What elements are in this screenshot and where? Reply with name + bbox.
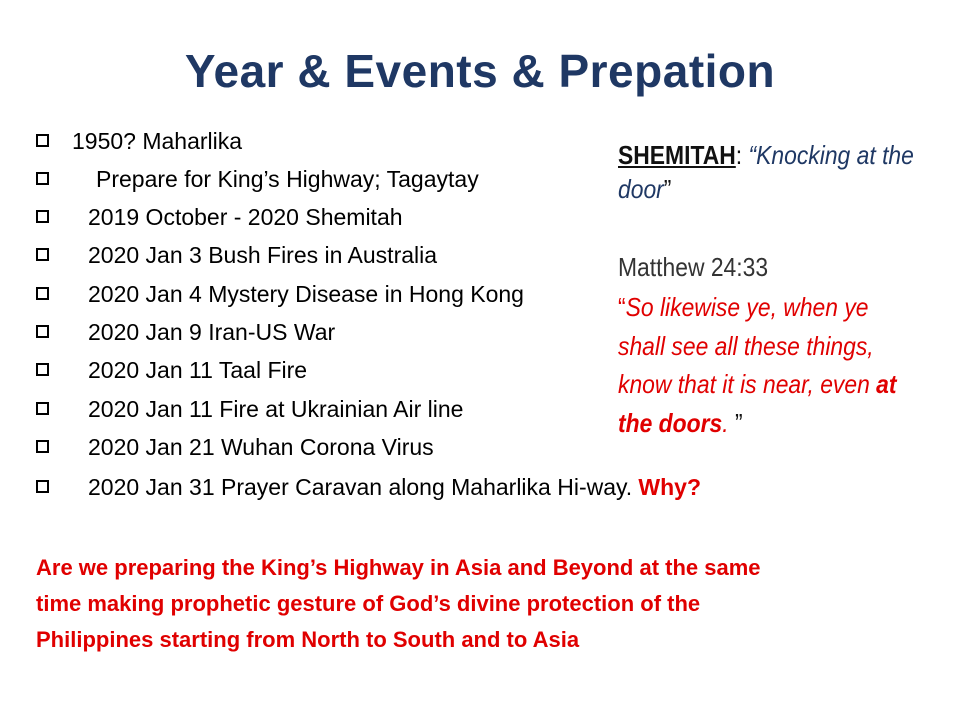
closing-line: Are we preparing the King’s Highway in Asia and Beyond at the same <box>36 555 761 580</box>
checklist-item-text: Prepare for King’s Highway; Tagaytay <box>96 166 479 192</box>
closing-line: Philippines starting from North to South and to Asia <box>36 627 580 652</box>
checklist-item-text: 2020 Jan 4 Mystery Disease in Hong Kong <box>88 281 524 307</box>
checklist-item-text: 2020 Jan 11 Taal Fire <box>88 357 308 383</box>
shemitah-quote: Knocking at the door <box>618 140 914 204</box>
slide-title: Year & Events & Prepation <box>184 45 776 97</box>
checklist-item-text: 2020 Jan 3 Bush Fires in Australia <box>88 242 438 268</box>
checkbox-bullet-icon <box>36 210 49 223</box>
verse-close-quote: ” <box>734 407 743 438</box>
checkbox-bullet-icon <box>36 134 49 147</box>
verse-end: . <box>722 407 735 438</box>
verse-reference: Matthew 24:33 <box>618 252 769 282</box>
closing-question <box>36 550 936 658</box>
verse-open-quote: “ <box>618 292 626 322</box>
checklist-item-text: 2020 Jan 9 Iran-US War <box>88 319 336 345</box>
checklist-item-text: 1950? Maharlika <box>72 128 243 154</box>
checklist-item-text: 2019 October - 2020 Shemitah <box>88 204 403 230</box>
checklist-item-text: 2020 Jan 31 Prayer Caravan along Maharlika Hi-way. <box>88 474 633 500</box>
verse-body: So likewise ye, when ye shall see all these things, know that it is near, even <box>618 292 877 399</box>
shemitah-heading <box>618 138 935 206</box>
checklist-item-text: 2020 Jan 21 Wuhan Corona Virus <box>88 434 434 460</box>
checkbox-bullet-icon <box>36 363 49 376</box>
checkbox-bullet-icon <box>36 172 49 185</box>
verse-text <box>618 288 917 442</box>
shemitah-label: SHEMITAH <box>618 140 736 170</box>
checkbox-bullet-icon <box>36 325 49 338</box>
shemitah-colon: : <box>735 140 749 170</box>
why-emphasis: Why? <box>632 474 701 500</box>
shemitah-open-quote: “ <box>748 140 757 170</box>
checkbox-bullet-icon <box>36 248 49 261</box>
checkbox-bullet-icon <box>36 287 49 300</box>
checkbox-bullet-icon <box>36 402 49 415</box>
scripture-panel <box>618 138 938 438</box>
shemitah-close-quote: ” <box>663 174 672 204</box>
checklist-item-text: 2020 Jan 11 Fire at Ukrainian Air line <box>88 396 464 422</box>
checkbox-bullet-icon <box>36 440 49 453</box>
verse-emphasis: at the doors <box>618 369 897 438</box>
closing-line: time making prophetic gesture of God’s divine protection of the <box>36 591 701 616</box>
checkbox-bullet-icon <box>36 480 49 493</box>
